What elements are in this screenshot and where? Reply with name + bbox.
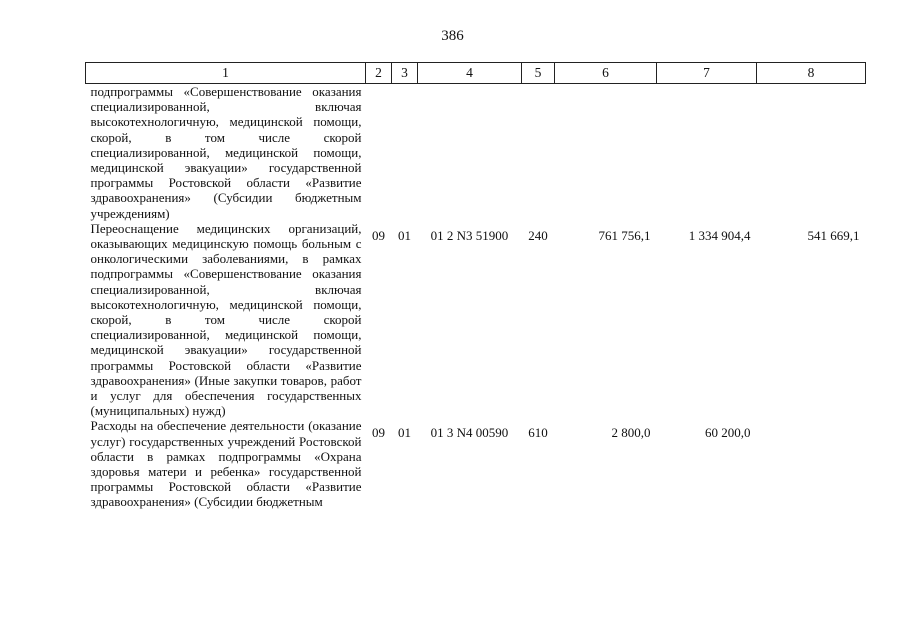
row-description: Расходы на обеспечение деятельности (оказание услуг) государственных учреждений Ростовской области в рамках подпрограммы «Охрана здоровья матери и ребенка» государственной программы Ростовской области «Развитие здравоохранения» (Субсидии бюджетным — [90, 418, 362, 510]
cell-amount-2: 1 334 904,4 — [688, 227, 751, 243]
cell-amount-3 — [757, 418, 866, 509]
table-row — [86, 221, 866, 419]
table-row — [86, 418, 866, 509]
cell-amount-3: 541 669,1 — [807, 227, 860, 243]
cell-amount-1: 761 756,1 — [598, 227, 651, 243]
table-row — [86, 84, 866, 221]
cell-amount-2 — [657, 84, 757, 221]
cell-section — [366, 84, 392, 221]
cell-subsection: 01 — [398, 425, 411, 441]
row-description: Переоснащение медицинских организаций, оказывающих медицинскую помощь больным с онкологическими заболеваниями, в рамках подпрограммы «Совершенствование оказания специализированной, включая высокотехнологичную, медицинской помощи, скорой, в том числе скорой специализированной, медицинской помощи, медицинской эвакуации» государственной программы Ростовской области «Развитие здравоохранения» (Иные закупки товаров, работ и услуг для обеспечения государственных (муниципальных) нужд) — [90, 220, 362, 419]
cell-section: 09 — [372, 425, 385, 441]
cell-target-article: 01 2 N3 51900 — [430, 227, 509, 243]
cell-expense-type: 240 — [528, 227, 548, 243]
column-header-3: 3 — [392, 63, 418, 84]
column-header-5: 5 — [522, 63, 555, 84]
column-header-8: 8 — [757, 63, 866, 84]
page-number: 386 — [441, 28, 464, 44]
cell-amount-1 — [555, 84, 657, 221]
column-header-2: 2 — [366, 63, 392, 84]
cell-amount-3 — [757, 84, 866, 221]
cell-expense-type: 610 — [528, 425, 548, 441]
column-header-1: 1 — [86, 63, 366, 84]
budget-table — [85, 62, 866, 510]
row-description: подпрограммы «Совершенствование оказания специализированной, включая высокотехнологичную, медицинской помощи, скорой, в том числе скорой специализированной, медицинской помощи, медицинской эвакуации» государственной программы Ростовской области «Развитие здравоохранения» (Субсидии бюджетным учреждениям) — [90, 84, 362, 221]
cell-amount-1: 2 800,0 — [611, 425, 651, 441]
cell-target-article: 01 3 N4 00590 — [430, 425, 509, 441]
column-header-4: 4 — [418, 63, 522, 84]
cell-expense-type — [522, 84, 555, 221]
cell-subsection — [392, 84, 418, 221]
column-header-7: 7 — [657, 63, 757, 84]
table-header-row — [86, 63, 866, 84]
column-header-6: 6 — [555, 63, 657, 84]
cell-section: 09 — [372, 227, 385, 243]
cell-amount-2: 60 200,0 — [705, 425, 751, 441]
cell-subsection: 01 — [398, 227, 411, 243]
cell-target-article — [418, 84, 522, 221]
